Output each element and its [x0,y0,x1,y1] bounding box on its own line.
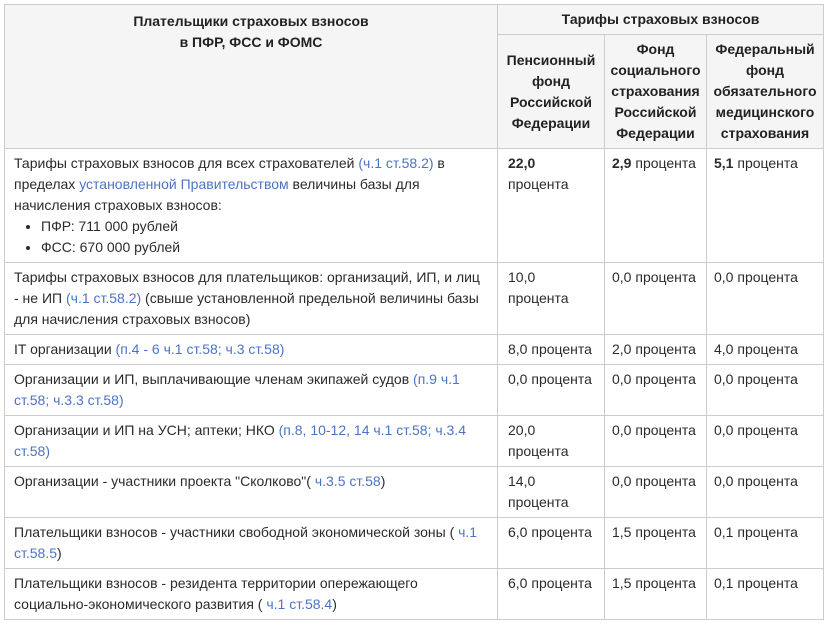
fss-rate-cell: 0,0 процента [605,416,707,467]
rate-number: 2,0 [612,341,632,357]
table-row [5,467,824,518]
payer-description: Организации и ИП на УСН; аптеки; НКО (п.8, 10-12, 14 ч.1 ст.58; ч.3.4 ст.58) [5,416,498,467]
table-row [5,365,824,416]
rate-number: 0,0 [714,422,734,438]
statute-link[interactable]: ч.3.5 ст.58 [314,473,381,489]
column-header-fss: Фонд социального страхования Российской Федерации [605,35,707,149]
foms-rate-cell: 4,0 процента [707,335,824,365]
fss-rate-cell: 0,0 процента [605,263,707,335]
payer-description: Организации и ИП, выплачивающие членам экипажей судов (п.9 ч.1 ст.58; ч.3.3 ст.58) [5,365,498,416]
fss-rate-cell: 0,0 процента [605,467,707,518]
payer-description: Плательщики взносов - участники свободной экономической зоны ( ч.1 ст.58.5) [5,518,498,569]
rate-number: 22,0 [508,155,536,171]
table-row [5,416,824,467]
pfr-rate-cell: 14,0 процента [498,467,605,518]
tariffs-group-header: Тарифы страховых взносов [498,5,824,35]
list-item: • ПФР: 711 000 рублей [41,216,488,237]
payers-column-header [5,5,498,149]
pfr-rate-cell: 8,0 процента [498,335,605,365]
foms-rate-cell: 0,0 процента [707,263,824,335]
pfr-rate-cell: 10,0 процента [498,263,605,335]
rate-number: 0,0 [714,269,734,285]
payer-description: Плательщики взносов - резидента территории опережающего социально-экономического развития ( ч.1 ст.58.4) [5,569,498,620]
table-row [5,518,824,569]
table-row [5,149,824,263]
pfr-rate-cell: 0,0 процента [498,365,605,416]
rate-number: 0,1 [714,524,734,540]
rate-number: 10,0 [508,269,536,285]
pfr-rate-cell: 6,0 процента [498,569,605,620]
payer-description: IT организации (п.4 - 6 ч.1 ст.58; ч.3 ст.58) [5,335,498,365]
foms-rate-cell: 0,0 процента [707,416,824,467]
rate-number: 1,5 [612,575,632,591]
rate-number: 0,0 [508,371,528,387]
payers-header-line2: в ПФР, ФСС и ФОМС [179,34,323,50]
rate-number: 0,0 [612,473,632,489]
payer-description: Организации - участники проекта "Сколково"( ч.3.5 ст.58) [5,467,498,518]
rate-number: 0,1 [714,575,734,591]
pfr-rate-cell: 20,0 процента [498,416,605,467]
base-limits-list [14,216,488,258]
rate-number: 20,0 [508,422,536,438]
foms-rate-cell: 0,0 процента [707,365,824,416]
foms-rate-cell: 0,1 процента [707,569,824,620]
rate-number: 14,0 [508,473,536,489]
statute-link[interactable]: (ч.1 ст.58.2) [65,290,142,306]
list-item: • ФСС: 670 000 рублей [41,237,488,258]
fss-rate-cell: 1,5 процента [605,518,707,569]
foms-rate-cell: 0,0 процента [707,467,824,518]
statute-link[interactable]: установленной Правительством [79,176,289,192]
rate-number: 2,9 [612,155,632,171]
rate-number: 4,0 [714,341,734,357]
table-row [5,263,824,335]
rate-number: 6,0 [508,524,528,540]
statute-link[interactable]: (п.4 - 6 ч.1 ст.58; ч.3 ст.58) [115,341,285,357]
foms-rate-cell: 5,1 процента [707,149,824,263]
statute-link[interactable]: ч.1 ст.58.5 [14,524,478,561]
header-row-top [5,5,824,35]
rate-number: 0,0 [612,371,632,387]
rate-number: 0,0 [612,422,632,438]
statute-link[interactable]: ч.1 ст.58.4 [266,596,333,612]
payer-description: Тарифы страховых взносов для всех страхователей (ч.1 ст.58.2) в пределах установленной Правительством величины базы для начисления страховых взносов: • ПФР: 711 000 рублей • ФСС: 670 000 рублей [5,149,498,263]
fss-rate-cell: 2,9 процента [605,149,707,263]
fss-rate-cell: 2,0 процента [605,335,707,365]
rate-number: 6,0 [508,575,528,591]
column-header-pfr: Пенсионный фонд Российской Федерации [498,35,605,149]
payer-description: Тарифы страховых взносов для плательщиков: организаций, ИП, и лиц - не ИП (ч.1 ст.58.2) (свыше установленной предельной величины базы для начисления страховых взносов) [5,263,498,335]
rate-number: 0,0 [714,371,734,387]
statute-link[interactable]: (п.8, 10-12, 14 ч.1 ст.58; ч.3.4 ст.58) [14,422,466,459]
rate-number: 0,0 [714,473,734,489]
rate-number: 8,0 [508,341,528,357]
rate-number: 5,1 [714,155,734,171]
fss-rate-cell: 0,0 процента [605,365,707,416]
column-header-foms: Федеральный фонд обязательного медицинского страхования [707,35,824,149]
table-row [5,569,824,620]
payers-header-line1: Плательщики страховых взносов [133,13,369,29]
insurance-tariffs-table [4,4,824,620]
foms-rate-cell: 0,1 процента [707,518,824,569]
rate-number: 0,0 [612,269,632,285]
pfr-rate-cell: 22,0 процента [498,149,605,263]
table-row [5,335,824,365]
statute-link[interactable]: (п.9 ч.1 ст.58; ч.3.3 ст.58) [14,371,460,408]
rate-number: 1,5 [612,524,632,540]
fss-rate-cell: 1,5 процента [605,569,707,620]
pfr-rate-cell: 6,0 процента [498,518,605,569]
statute-link[interactable]: (ч.1 ст.58.2) [358,155,434,171]
